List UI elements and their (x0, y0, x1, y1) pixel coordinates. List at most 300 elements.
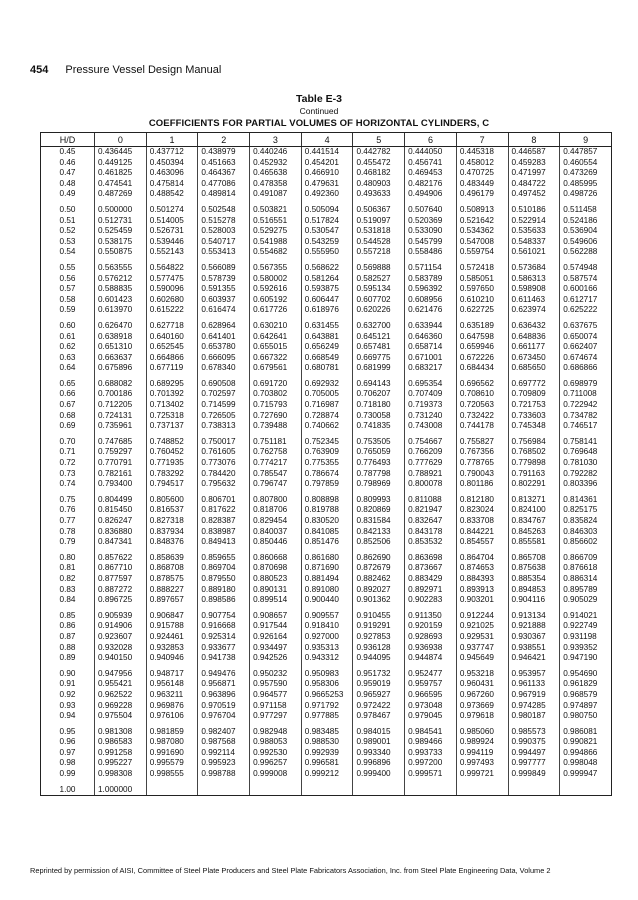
coefficient-cell: 0.720563 (456, 400, 508, 411)
coefficient-cell: 0.910455 (353, 611, 405, 622)
coefficient-cell: 0.533090 (405, 226, 457, 237)
coefficient-cell: 0.828387 (198, 516, 250, 527)
table-row (41, 421, 612, 432)
coefficient-cell: 0.993733 (405, 748, 457, 759)
coefficient-cell: 0.943312 (301, 653, 353, 664)
coefficient-cell: 0.503821 (250, 205, 302, 216)
coefficient-cell: 0.836880 (95, 527, 147, 538)
coefficient-cell: 0.947190 (560, 653, 612, 664)
coefficient-cell: 0.932028 (95, 643, 147, 654)
coefficient-cell: 0.587574 (560, 274, 612, 285)
coefficient-cell: 0.915788 (146, 621, 198, 632)
coefficient-cell: 0.681999 (353, 363, 405, 374)
coefficient-cell: 0.762758 (250, 447, 302, 458)
coefficient-cell: 0.505094 (301, 205, 353, 216)
coefficient-cell: 0.849413 (198, 537, 250, 548)
coefficient-cell: 0.686866 (560, 363, 612, 374)
coefficient-cell: 0.997200 (405, 758, 457, 769)
coefficient-cell: 0.947956 (95, 669, 147, 680)
coefficient-cell: 0.577475 (146, 274, 198, 285)
coefficient-cell (508, 785, 560, 796)
coefficient-cell: 0.991258 (95, 748, 147, 759)
coefficient-cell: 0.909557 (301, 611, 353, 622)
table-row (41, 295, 612, 306)
coefficient-cell: 0.740662 (301, 421, 353, 432)
coefficient-cell: 0.581264 (301, 274, 353, 285)
coefficient-cell: 0.637675 (560, 321, 612, 332)
coefficient-cell: 0.445318 (456, 147, 508, 158)
coefficient-cell: 0.650074 (560, 332, 612, 343)
page-header (30, 64, 221, 76)
coefficient-cell: 0.992530 (250, 748, 302, 759)
coefficient-cell: 0.510186 (508, 205, 560, 216)
coefficient-cell: 0.987080 (146, 737, 198, 748)
coefficient-cell: 0.669775 (353, 353, 405, 364)
coefficient-cell: 0.933677 (198, 643, 250, 654)
coefficient-cell: 0.946421 (508, 653, 560, 664)
coefficient-cell: 0.879550 (198, 574, 250, 585)
coefficient-cell: 0.489814 (198, 189, 250, 200)
hd-ratio-cell: 0.72 (41, 458, 95, 469)
coefficient-cell: 0.519097 (353, 216, 405, 227)
coefficient-cell: 0.997777 (508, 758, 560, 769)
coefficient-cell: 0.991690 (146, 748, 198, 759)
coefficient-cell: 0.648836 (508, 332, 560, 343)
hd-ratio-cell: 1.00 (41, 785, 95, 796)
coefficient-cell: 0.500000 (95, 205, 147, 216)
coefficient-cell: 0.934497 (250, 643, 302, 654)
coefficient-cell: 0.995923 (198, 758, 250, 769)
coefficient-cell: 0.582527 (353, 274, 405, 285)
coefficient-cell: 0.521642 (456, 216, 508, 227)
coefficient-cell: 0.545799 (405, 237, 457, 248)
table-title: COEFFICIENTS FOR PARTIAL VOLUMES OF HORIZONTAL CYLINDERS, C (148, 118, 490, 129)
coefficient-cell: 0.956148 (146, 679, 198, 690)
table-row (41, 574, 612, 585)
coefficient-cell: 0.999400 (353, 769, 405, 780)
coefficient-cell: 0.696562 (456, 379, 508, 390)
coefficient-cell: 0.664866 (146, 353, 198, 364)
table-row (41, 527, 612, 538)
coefficient-cell: 0.758141 (560, 437, 612, 448)
coefficient-cell: 0.690508 (198, 379, 250, 390)
coefficient-cell: 0.986081 (560, 727, 612, 738)
coefficient-cell: 0.979045 (405, 711, 457, 722)
coefficient-cell: 0.497452 (508, 189, 560, 200)
table-row (41, 479, 612, 490)
coefficient-cell: 0.512731 (95, 216, 147, 227)
hd-ratio-cell: 0.60 (41, 321, 95, 332)
coefficient-cell: 0.848376 (146, 537, 198, 548)
coefficient-cell: 0.843178 (405, 527, 457, 538)
coefficient-cell: 0.980750 (560, 711, 612, 722)
coefficient-cell: 0.998788 (198, 769, 250, 780)
coefficient-cell: 0.914906 (95, 621, 147, 632)
coefficient-cell: 0.602680 (146, 295, 198, 306)
coefficient-cell: 0.695354 (405, 379, 457, 390)
coefficient-cell: 0.743008 (405, 421, 457, 432)
coefficient-cell: 0.940150 (95, 653, 147, 664)
coefficient-cell: 0.480903 (353, 179, 405, 190)
coefficient-cell: 0.962522 (95, 690, 147, 701)
coefficient-cell: 0.787798 (353, 469, 405, 480)
coefficient-cell: 0.959019 (353, 679, 405, 690)
coefficient-cell: 0.950983 (301, 669, 353, 680)
coefficient-cell: 0.854557 (456, 537, 508, 548)
table-titles (0, 93, 638, 131)
coefficient-cell (560, 785, 612, 796)
coefficient-cell: 0.605192 (250, 295, 302, 306)
column-header-5: 5 (353, 133, 405, 147)
coefficient-cell: 0.954690 (560, 669, 612, 680)
coefficient-cell: 0.536904 (560, 226, 612, 237)
coefficient-cell: 0.776493 (353, 458, 405, 469)
coefficient-cell: 0.864704 (456, 553, 508, 564)
coefficient-cell: 0.748852 (146, 437, 198, 448)
coefficient-cell: 0.709809 (508, 389, 560, 400)
coefficient-cell: 0.659946 (456, 342, 508, 353)
table-row (41, 595, 612, 606)
coefficient-cell: 0.897657 (146, 595, 198, 606)
coefficient-cell: 0.782161 (95, 469, 147, 480)
coefficient-cell: 0.647598 (456, 332, 508, 343)
coefficient-cell: 0.948717 (146, 669, 198, 680)
coefficient-cell: 0.585051 (456, 274, 508, 285)
coefficient-cell: 0.466910 (301, 168, 353, 179)
coefficient-cell: 0.702597 (198, 389, 250, 400)
coefficient-cell: 0.995227 (95, 758, 147, 769)
coefficient-cell: 0.716987 (301, 400, 353, 411)
coefficient-cell: 0.807800 (250, 495, 302, 506)
table-row (41, 516, 612, 527)
coefficient-cell: 0.924461 (146, 632, 198, 643)
coefficient-cell: 0.607702 (353, 295, 405, 306)
coefficient-cell: 0.865708 (508, 553, 560, 564)
coefficient-cell: 0.779898 (508, 458, 560, 469)
coefficient-cell: 0.971792 (301, 701, 353, 712)
coefficient-cell: 0.971158 (250, 701, 302, 712)
coefficient-cell: 0.752345 (301, 437, 353, 448)
coefficient-cell: 0.825175 (560, 505, 612, 516)
coefficient-cell: 0.705005 (301, 389, 353, 400)
coefficient-cell: 0.802291 (508, 479, 560, 490)
coefficient-cell: 0.862690 (353, 553, 405, 564)
coefficient-cell: 0.973669 (456, 701, 508, 712)
coefficient-cell: 0.678340 (198, 363, 250, 374)
coefficient-cell: 0.494906 (405, 189, 457, 200)
coefficient-cell: 0.867710 (95, 563, 147, 574)
coefficient-cell: 0.913134 (508, 611, 560, 622)
table-row (41, 769, 612, 780)
coefficient-cell: 0.891080 (301, 585, 353, 596)
coefficient-cell: 0.996257 (250, 758, 302, 769)
coefficient-cell: 0.615222 (146, 305, 198, 316)
coefficient-cell: 0.833708 (456, 516, 508, 527)
coefficient-cell: 0.816537 (146, 505, 198, 516)
coefficient-cell: 0.502548 (198, 205, 250, 216)
coefficient-cell: 0.958306 (301, 679, 353, 690)
coefficient-cell: 0.766209 (405, 447, 457, 458)
coefficient-cell: 0.842133 (353, 527, 405, 538)
coefficient-cell: 0.856602 (560, 537, 612, 548)
table-label: Table E-3 (296, 93, 342, 105)
coefficient-cell: 0.750017 (198, 437, 250, 448)
coefficient-cell: 0.539446 (146, 237, 198, 248)
coefficient-cell: 0.895789 (560, 585, 612, 596)
coefficient-cell: 0.621476 (405, 305, 457, 316)
coefficient-cell: 0.987568 (198, 737, 250, 748)
coefficient-cell: 0.798969 (353, 479, 405, 490)
table-row (41, 400, 612, 411)
coefficient-cell: 0.851476 (301, 537, 353, 548)
table-row (41, 711, 612, 722)
hd-ratio-cell: 0.55 (41, 263, 95, 274)
hd-ratio-cell: 0.49 (41, 189, 95, 200)
book-title: Pressure Vessel Design Manual (65, 64, 222, 76)
hd-ratio-cell: 0.85 (41, 611, 95, 622)
table-row (41, 179, 612, 190)
coefficient-cell: 0.528003 (198, 226, 250, 237)
coefficient-cell: 0.436445 (95, 147, 147, 158)
coefficient-cell: 0.935313 (301, 643, 353, 654)
coefficient-cell: 0.791163 (508, 469, 560, 480)
coefficient-cell: 0.548337 (508, 237, 560, 248)
coefficient-cell: 0.774217 (250, 458, 302, 469)
table-continued: Continued (299, 106, 339, 116)
coefficient-cell: 0.953957 (508, 669, 560, 680)
coefficient-cell: 0.880523 (250, 574, 302, 585)
coefficient-cell (405, 785, 457, 796)
coefficient-cell: 0.813271 (508, 495, 560, 506)
coefficient-cell: 0.982948 (250, 727, 302, 738)
table-row (41, 632, 612, 643)
coefficient-cell: 0.785547 (250, 469, 302, 480)
coefficient-cell: 0.950232 (250, 669, 302, 680)
coefficient-cell: 0.808898 (301, 495, 353, 506)
coefficient-cell: 0.498726 (560, 189, 612, 200)
coefficient-cell: 0.829454 (250, 516, 302, 527)
coefficient-cell: 0.641401 (198, 332, 250, 343)
coefficient-cell: 0.778765 (456, 458, 508, 469)
coefficient-cell: 0.761605 (198, 447, 250, 458)
hd-ratio-cell: 0.70 (41, 437, 95, 448)
coefficient-cell: 0.464367 (198, 168, 250, 179)
coefficient-cell: 0.965927 (353, 690, 405, 701)
column-header-4: 4 (301, 133, 353, 147)
column-header-1: 1 (146, 133, 198, 147)
hd-ratio-cell: 0.66 (41, 389, 95, 400)
coefficient-cell: 0.805600 (146, 495, 198, 506)
coefficient-cell: 0.544528 (353, 237, 405, 248)
coefficient-cell: 0.878575 (146, 574, 198, 585)
coefficient-cell: 0.455472 (353, 158, 405, 169)
coefficient-cell: 0.554682 (250, 247, 302, 258)
coefficient-cell: 0.571154 (405, 263, 457, 274)
coefficient-cell: 0.553413 (198, 247, 250, 258)
coefficient-cell: 0.956871 (198, 679, 250, 690)
coefficient-cell: 0.770791 (95, 458, 147, 469)
coefficient-cell: 0.871690 (301, 563, 353, 574)
coefficient-cell: 0.667322 (250, 353, 302, 364)
column-header-3: 3 (250, 133, 302, 147)
table-row (41, 247, 612, 258)
coefficient-cell: 0.784420 (198, 469, 250, 480)
hd-ratio-cell: 0.82 (41, 574, 95, 585)
coefficient-cell: 0.671001 (405, 353, 457, 364)
coefficient-cell: 0.622725 (456, 305, 508, 316)
coefficient-cell: 0.940946 (146, 653, 198, 664)
coefficient-cell: 0.999849 (508, 769, 560, 780)
table-row (41, 727, 612, 738)
hd-ratio-cell: 0.58 (41, 295, 95, 306)
hd-ratio-cell: 0.76 (41, 505, 95, 516)
coefficient-cell: 0.997493 (456, 758, 508, 769)
coefficient-cell: 0.684434 (456, 363, 508, 374)
coefficient-cell: 0.688082 (95, 379, 147, 390)
coefficient-cell: 0.540717 (198, 237, 250, 248)
coefficient-cell: 0.768502 (508, 447, 560, 458)
coefficient-cell: 0.449125 (95, 158, 147, 169)
coefficient-cell: 0.744178 (456, 421, 508, 432)
coefficient-cell: 0.543259 (301, 237, 353, 248)
coefficient-cell: 0.814361 (560, 495, 612, 506)
coefficient-cell: 0.882462 (353, 574, 405, 585)
coefficient-cell: 0.922749 (560, 621, 612, 632)
coefficient-cell: 0.739488 (250, 421, 302, 432)
table-row (41, 669, 612, 680)
table-row (41, 758, 612, 769)
coefficient-cell: 0.790043 (456, 469, 508, 480)
coefficient-cell: 0.974285 (508, 701, 560, 712)
coefficient-cell: 0.853532 (405, 537, 457, 548)
coefficient-cell: 0.999571 (405, 769, 457, 780)
coefficient-cell: 0.831584 (353, 516, 405, 527)
coefficient-cell: 0.753505 (353, 437, 405, 448)
coefficient-cell: 0.968579 (560, 690, 612, 701)
hd-ratio-cell: 0.53 (41, 237, 95, 248)
coefficient-cell: 0.517824 (301, 216, 353, 227)
coefficient-cell: 0.722942 (560, 400, 612, 411)
coefficient-cell: 0.967919 (508, 690, 560, 701)
coefficient-cell: 0.888227 (146, 585, 198, 596)
hd-ratio-cell: 0.45 (41, 147, 95, 158)
coefficient-cell: 0.925314 (198, 632, 250, 643)
footnote: Reprinted by permission of AISI, Committee of Steel Plate Producers and Steel Plate Fabricators Association, Inc. from Steel Plate Engineering Data, Volume 2 (30, 866, 551, 875)
table-row (41, 690, 612, 701)
hd-ratio-cell: 0.67 (41, 400, 95, 411)
coefficient-cell: 0.573684 (508, 263, 560, 274)
coefficient-cell: 0.438979 (198, 147, 250, 158)
coefficient-cell: 0.981308 (95, 727, 147, 738)
coefficient-cell: 0.574948 (560, 263, 612, 274)
coefficient-cell: 0.815450 (95, 505, 147, 516)
coefficient-cell: 0.773076 (198, 458, 250, 469)
coefficient-cell: 0.767356 (456, 447, 508, 458)
coefficient-cell: 0.578739 (198, 274, 250, 285)
coefficient-cell: 0.919291 (353, 621, 405, 632)
hd-ratio-cell: 0.94 (41, 711, 95, 722)
coefficient-cell: 0.642641 (250, 332, 302, 343)
coefficient-cell: 0.812180 (456, 495, 508, 506)
coefficient-cell: 0.892027 (353, 585, 405, 596)
table-row (41, 389, 612, 400)
coefficient-cell: 0.941738 (198, 653, 250, 664)
coefficient-cell: 0.459283 (508, 158, 560, 169)
hd-ratio-cell: 0.64 (41, 363, 95, 374)
coefficient-cell: 0.963211 (146, 690, 198, 701)
coefficient-cell: 0.547008 (456, 237, 508, 248)
coefficient-cell: 0.550875 (95, 247, 147, 258)
coefficient-cell: 0.927000 (301, 632, 353, 643)
hd-ratio-cell: 0.59 (41, 305, 95, 316)
coefficient-cell: 0.714599 (198, 400, 250, 411)
hd-ratio-cell: 0.50 (41, 205, 95, 216)
hd-ratio-cell: 0.52 (41, 226, 95, 237)
coefficient-cell: 0.456741 (405, 158, 457, 169)
coefficient-cell: 0.732422 (456, 411, 508, 422)
coefficient-cell: 0.841085 (301, 527, 353, 538)
table-row (41, 342, 612, 353)
coefficient-cell: 0.724131 (95, 411, 147, 422)
coefficient-cell: 0.755827 (456, 437, 508, 448)
coefficient-cell: 0.718180 (353, 400, 405, 411)
table-row (41, 237, 612, 248)
coefficient-cell: 0.734782 (560, 411, 612, 422)
coefficient-cell: 0.741835 (353, 421, 405, 432)
coefficient-cell: 0.673450 (508, 353, 560, 364)
coefficient-cell: 0.896725 (95, 595, 147, 606)
coefficient-cell: 0.507640 (405, 205, 457, 216)
coefficient-cell (146, 785, 198, 796)
coefficient-cell: 0.600166 (560, 284, 612, 295)
coefficient-cell: 0.597650 (456, 284, 508, 295)
coefficient-cell: 0.745348 (508, 421, 560, 432)
coefficient-cell: 0.738313 (198, 421, 250, 432)
coefficient-cell: 0.612717 (560, 295, 612, 306)
table-row (41, 168, 612, 179)
coefficient-cell: 0.998308 (95, 769, 147, 780)
coefficient-cell: 0.989924 (456, 737, 508, 748)
coefficient-cell: 0.522914 (508, 216, 560, 227)
coefficient-cell: 0.700186 (95, 389, 147, 400)
coefficient-cell: 0.623974 (508, 305, 560, 316)
hd-ratio-cell: 0.91 (41, 679, 95, 690)
coefficient-cell: 0.558486 (405, 247, 457, 258)
coefficient-cell: 0.552143 (146, 247, 198, 258)
table-row (41, 147, 612, 158)
coefficient-cell: 0.876618 (560, 563, 612, 574)
coefficient-cell: 0.938551 (508, 643, 560, 654)
coefficient-cell: 0.706207 (353, 389, 405, 400)
coefficient-cell: 0.643881 (301, 332, 353, 343)
coefficient-cell: 0.588835 (95, 284, 147, 295)
coefficient-cell: 0.994866 (560, 748, 612, 759)
coefficient-cell: 0.451663 (198, 158, 250, 169)
coefficient-cell: 0.872679 (353, 563, 405, 574)
coefficient-cell: 0.672226 (456, 353, 508, 364)
coefficient-cell: 0.713402 (146, 400, 198, 411)
coefficient-cell: 0.668549 (301, 353, 353, 364)
coefficient-cell: 0.827318 (146, 516, 198, 527)
coefficient-cell: 0.929531 (456, 632, 508, 643)
hd-ratio-cell: 0.89 (41, 653, 95, 664)
coefficient-cell: 0.566089 (198, 263, 250, 274)
table-row (41, 437, 612, 448)
coefficient-cell: 0.995579 (146, 758, 198, 769)
coefficient-cell: 0.711008 (560, 389, 612, 400)
coefficient-cell: 0.562288 (560, 247, 612, 258)
coefficient-cell (301, 785, 353, 796)
